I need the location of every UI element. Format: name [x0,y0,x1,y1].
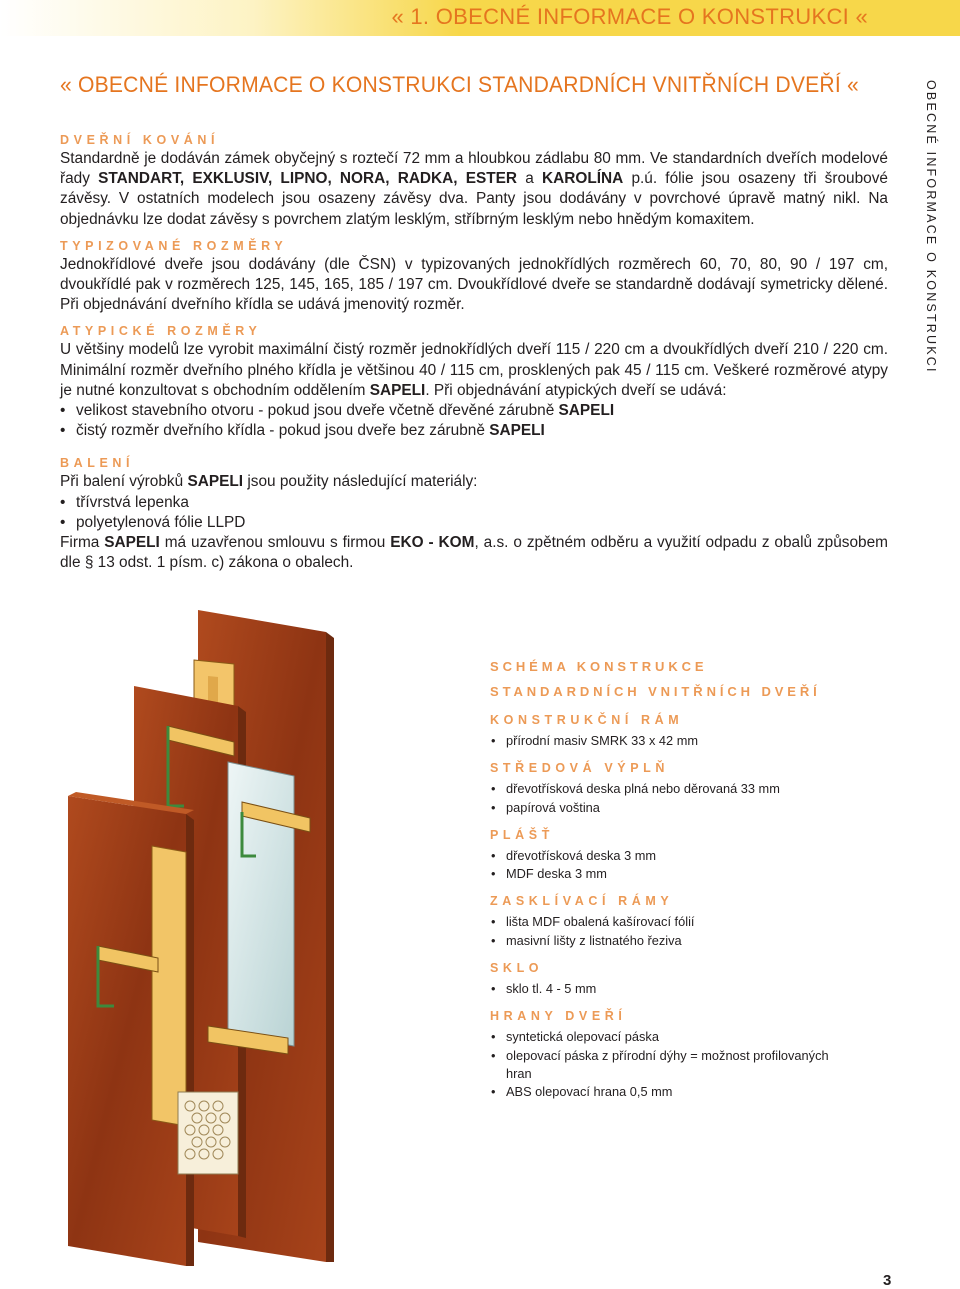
legend-heading: SKLO [490,961,544,976]
side-running-title: OBECNÉ INFORMACE O KONSTRUKCI [924,80,938,374]
baleni-list [60,493,888,533]
paragraph-typizovane: Jednokřídlové dveře jsou dodávány (dle ČSN) v typizovaných jednokřídlých rozměrech 60, 70, 80, 90 / 197 cm, dvoukřídlé pak v rozměrech 125, 145, 165, 185 / 197 cm. Dvoukřídlové dveře se standardně dodávají symetricky dělené. Při objednávání dveřního křídla se udává jmenovitý rozměr. [60,255,888,314]
legend-heading: PLÁŠŤ [490,827,554,842]
atypicke-list [60,401,888,441]
heading-typizovane: TYPIZOVANÉ ROZMĚRY [60,238,288,253]
main-text [60,132,888,573]
paragraph-atypicke: U většiny modelů lze vyrobit maximální čistý rozměr jednokřídlých dveří 115 / 220 cm a dvoukřídlých dveří 210 / 220 cm. Minimální rozměr dveřního plného křídla je většinou 40 / 115 cm, prosklených pak 45 / 115 cm. Veškeré rozměrové atypy je nutné konzultovat s obchodním oddělením SAPELI. Při objednávání atypických dveří se udává: [60,341,888,399]
construction-legend [490,654,850,1102]
list-item: • třívrstvá lepenka [60,493,888,513]
list-item: • velikost stavebního otvoru - pokud jsou dveře včetně dřevěné zárubně SAPELI [60,401,888,421]
list-item: • sklo tl. 4 - 5 mm [490,980,850,998]
legend-list [490,1028,850,1101]
page-number: 3 [883,1272,892,1289]
page-subtitle: « OBECNÉ INFORMACE O KONSTRUKCI STANDARDNÍCH VNITŘNÍCH DVEŘÍ « [60,72,859,97]
list-item: • dřevotřísková deska 3 mm [490,847,850,865]
chapter-title: « 1. OBECNÉ INFORMACE O KONSTRUKCI « [391,4,868,29]
legend-title: SCHÉMA KONSTRUKCE [490,659,708,674]
legend-list [490,847,850,884]
list-item: • čistý rozměr dveřního křídla - pokud jsou dveře bez zárubně SAPELI [60,421,888,441]
legend-heading: STŘEDOVÁ VÝPLŇ [490,761,669,776]
glass-pane [228,762,294,1046]
heading-atypicke: ATYPICKÉ ROZMĚRY [60,324,262,339]
frame-side [152,846,186,1126]
list-item: • papírová voština [490,799,850,817]
header-band [0,0,960,36]
legend-list [490,913,850,950]
legend-list [490,780,850,817]
list-item: • syntetická olepovací páska [490,1028,850,1046]
door-construction-illustration [58,606,478,1266]
paragraph-kovani: Standardně je dodáván zámek obyčejný s roztečí 72 mm a hloubkou zádlabu 80 mm. Ve standardních dveřích modelové řady STANDART, EXKLUSIV, LIPNO, NORA, RADKA, ESTER a KAROLÍNA p.ú. fólie jsou osazeny tři šroubové závěsy. V ostatních modelech jsou osazeny závěsy dva. Panty jsou dodávány v povrchové úpravě matný nikl. Na objednávku lze dodat závěsy s povrchem zlatým lesklým, stříbrným lesklým nebo hnědým komaxitem. [60,150,888,228]
legend-heading: HRANY DVEŘÍ [490,1009,627,1024]
list-item: • olepovací páska z přírodní dýhy = možnost profilovaných hran [490,1047,850,1084]
list-item: • MDF deska 3 mm [490,865,850,883]
list-item: • masivní lišty z listnatého řeziva [490,932,850,950]
heading-kovani: DVEŘNÍ KOVÁNÍ [60,133,220,147]
legend-list [490,732,850,750]
paragraph-baleni: Při balení výrobků SAPELI jsou použity následující materiály: [60,473,478,491]
honeycomb-core [178,1092,238,1174]
legend-list [490,980,850,998]
list-item: • ABS olepovací hrana 0,5 mm [490,1083,850,1101]
legend-title-2: STANDARDNÍCH VNITŘNÍCH DVEŘÍ [490,684,821,699]
list-item: • dřevotřísková deska plná nebo děrovaná 33 mm [490,780,850,798]
heading-baleni: BALENÍ [60,456,135,471]
paragraph-eko-kom: Firma SAPELI má uzavřenou smlouvu s firmou EKO - KOM, a.s. o zpětném odběru a využití odpadu z obalů způsobem dle § 13 odst. 1 písm. c) zákona o obalech. [60,534,888,572]
list-item: • polyetylenová fólie LLPD [60,513,888,533]
list-item: • přírodní masiv SMRK 33 x 42 mm [490,732,850,750]
legend-heading: ZASKLÍVACÍ RÁMY [490,894,674,909]
legend-heading: KONSTRUKČNÍ RÁM [490,713,684,727]
list-item: • lišta MDF obalená kašírovací fólií [490,913,850,931]
